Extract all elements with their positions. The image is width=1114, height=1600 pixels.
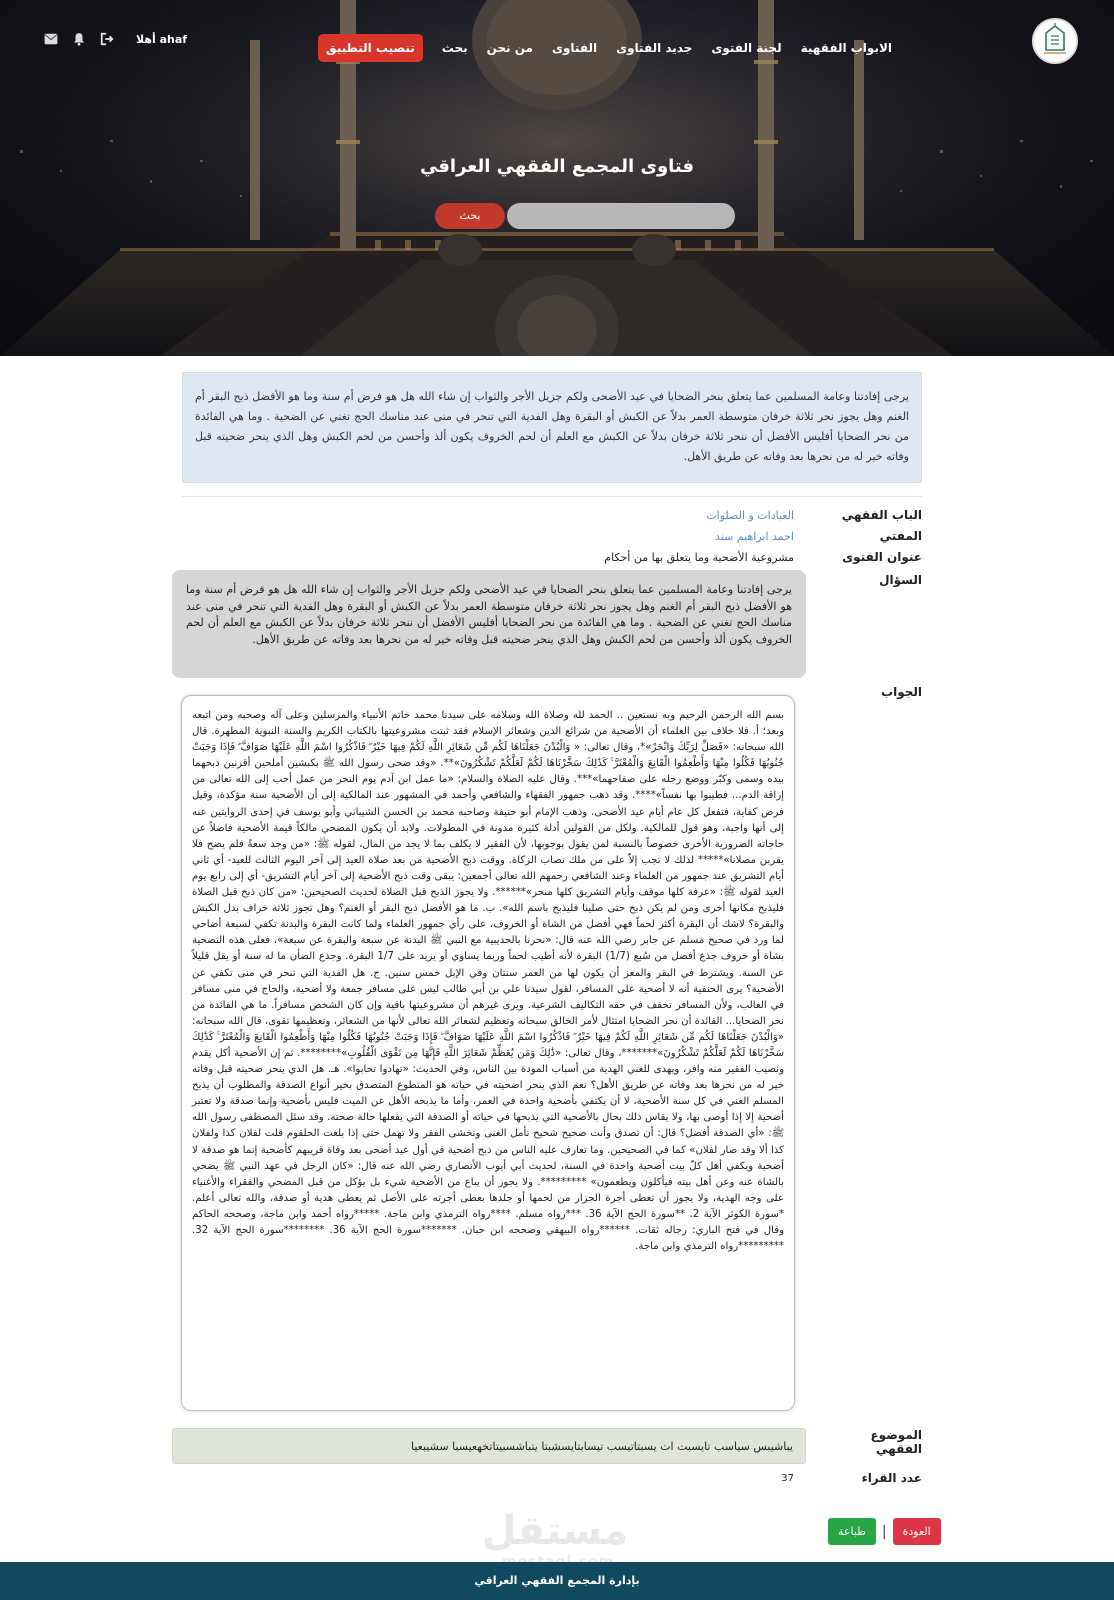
user-greeting[interactable]: أهلا ahaf <box>136 32 188 46</box>
bell-icon[interactable] <box>72 32 86 46</box>
readers-count-value: 37 <box>781 1473 794 1484</box>
mostaql-watermark <box>481 1508 628 1570</box>
fiqh-topic-box: يباشيبس سياسب تايسبت ات يسبتاتيسب تيسابتايسشبتا يتباشسبيتاتخهعيسبا سشيبعيا <box>172 1428 806 1464</box>
nav-item-fatwa-committee[interactable]: لجنة الفتوى <box>711 41 782 55</box>
page-title: فتاوى المجمع الفقهي العراقي <box>419 156 695 177</box>
answer-text-box: بسم الله الرحمن الرحيم وبه نستعين .. الحمد لله وصلاة الله وسلامه على سيدنا محمد خاتم الأنبياء والمرسلين وعلى آله وصحبه ومن اتبعه وبعد؛ أ. فلا خلاف بين العلماء أن الأضحية من شرائع الدين وشعائر الإسلام فقد ثبتت مشروعيتها بالكتاب الكريم والسنة النبوية المطهرة. قال الله سبحانه: «فَصَلِّ لِرَبِّكَ وَانْحَرْ»*، وقال تعالى: « وَالْبُدْنَ جَعَلْنَاهَا لَكُم مِّن شَعَائِرِ اللَّهِ لَكُمْ فِيهَا خَيْرٌ ۖ فَاذْكُرُوا اسْمَ اللَّهِ عَلَيْهَا صَوَافَّ ۖ فَإِذَا وَجَبَتْ جُنُوبُهَا فَكُلُوا مِنْهَا وَأَطْعِمُوا الْقَانِعَ وَالْمُعْتَرَّ ۚ كَذَٰلِكَ سَخَّرْنَاهَا لَكُمْ لَعَلَّكُمْ تَشْكُرُونَ»**. «وقد ضحى رسول الله ﷺ بكبشين أملحين أقرنين ذبحهما بيده وسمى وكبّر ووضع رجله على صفاحهما»***. وقال عليه الصلاة والسلام: «ما عمل ابن آدم يوم النحر من عمل أحب إلى الله تعالى من إراقة الدم... فطيبوا بها نفساً»****. وقد ذهب جمهور الفقهاء والشافعي وأحمد في المشهور عند المالكية إلى أن الأضحية سنة مؤكدة، وقيل فرض كفاية، فتفعل كل عام أيام عيد الأضحى. وذهب الإمام أبو حنيفة وصاحبه محمد بن الحسن الشيباني وأبو يوسف في إحدى الروايتين عنه إلى أنها واجبة، وهو قول للمالكية. ولكل من القولين أدلة كثيرة مدونة في المطولات. ولابد أن يكون المضحي مالكاً قيمة الأضحية فاضلاً عن حاجاته الضرورية الأخرى خصوصاً بالنسبة لمن يقول بوجوبها، لأن الفقير لا يكلف بما لا يجد من المال، لقوله ﷺ: «من وجد سعةً فلم يضح فلا يقربن مصلانا»***** لذلك لا تجب إلاّ على من ملك نصاب الزكاة. ووقت ذبح الأضحية من بعد صلاة العيد إلى آخر اليوم الثالث للعيد- أي ثاني أيام التشريق عند جمهور من العلماء وعند الشافعي رحمهم الله تعالى أجمعين: يبقى وقت ذبح الأضحية إلى آخر أيام التشريق- أي إلى رابع يوم العيد لقوله ﷺ: «عرفة كلها موقف وأيام التشريق كلها منحر»******. ولا يجوز الذبح قبل الصلاة لحديث الصحيحين: «من كان ذبح قبل الصلاة فليذبح مكانها أخرى ومن لم يكن ذبح حتى صلينا فليذبح باسم الله». ب. ما هو الأفضل ذبح البقر أو الغنم؟ وهل تجوز ثلاثة خراف بدل الكبش والبقرة؟ لاشك أن البقرة أكثر لحماً فهي أفضل من الشاة أو الخروف، على رأي جمهور العلماء ولما كانت البقرة والبدنة تكفي لسبعة أضاحي لما ورد في صحيح مسلم عن جابر رضي الله عنه قال: «نحرنا بالحديبية مع النبي ﷺ البدنة عن سبعة والبقرة عن سبعة»، فعلى هذه التضحية بشاة أو خروف جذع أفضل من سُبع (1/7) البقرة لأنه أطيب لحماً وربما يساوي أو يزيد على 1/7 البقرة. وجذع الضأن ما له سنة أو يقل قليلاً عن السنة. ويشترط في البقر والمعز أن يكون لها من العمر سنتان وفي الإبل خمس سنين. ج. هل الفدية التي تنحر في منى تكفي عن الأضحية؟ يرى الحنفية أنه لا أضحية على المسافر، لقول سيدنا علي بن أبي طالب ليس على مسافر جمعة ولا أضحية، والحاج في منى مسافر في الغالب، ولأن المسافر تخفف في حقه التكاليف الشرعية. ويرى غيرهم أن مشروعيتها باقية وإن كان الشخص مسافراً. ما هي الفائدة من نحر الضحايا... الفائدة أن نحر الضحايا امتثال لأمر الخالق سبحانه وتعظيم لشعائر الله تعالى لأنها من الشعائر، وتعظيمها تقوى، قال الله سبحانه: «وَالْبُدْنَ جَعَلْنَاهَا لَكُم مِّن شَعَائِرِ اللَّهِ لَكُمْ فِيهَا خَيْرٌ ۖ فَاذْكُرُوا اسْمَ اللَّهِ عَلَيْهَا صَوَافَّ ۖ فَإِذَا وَجَبَتْ جُنُوبُهَا فَكُلُوا مِنْهَا وَأَطْعِمُوا الْقَانِعَ وَالْمُعْتَرَّ ۚ كَذَٰلِكَ سَخَّرْنَاهَا لَكُمْ لَعَلَّكُمْ تَشْكُرُونَ»*******، وقال تعالى: «ذَٰلِكَ وَمَن يُعَظِّمْ شَعَائِرَ اللَّهِ فَإِنَّهَا مِن تَقْوَى الْقُلُوبِ»********. ثم إن الأضحية أكل يقدم ونصيب الفقير منه وافر، ويهدى للغني الهدية من أسباب المودة بين الناس، وفي الحديث: «تهادوا تحابوا». هـ. هل الذي ينحر ضحيته قبل وفاته خير له من نحرها بعد وفاته عن طريق الأهل؟ نعم الذي ينحر اضحيته في حياته هو المتطوع المتصدق بخير أنواع الصدقة والمطلوب أن يذبح المسلم الغني في كل سنة الأضحية، لا أن يكتفي بأضحية واحدة في العمر، وأما ما يذبحه الأهل عن الميت فليس بأضحية وإنما صدقة ولا تعتبر أضحية إلا إذا أوصى بها، ولا يقاس ذلك بحال بالأضحية التي يذبحها في حياته أو الصدقة التي يفعلها حالة صحته. وقد سئل المصطفى رسول الله ﷺ: «أي الصدقة أفضل؟ قال: أن تصدق وأنت صحيح شحيح تأمل الغنى وتخشى الفقر ولا تهمل حتى إذا بلغت الحلقوم قلت لفلان كذا ولفلان كذا ألا وقد صار لفلان» كما في الصحيحين. وما تعارف عليه الناس من ذبح أضحية في أول عيد أضحى بعد وفاة قريبهم كأضحية إنما هو صدقة لا أضحية ويكفي أهل كلّ بيت أضحية واحدة في السنة، لحديث أبي أيوب الأنصاري رضي الله عنه قال: «كان الرجل في عهد النبي ﷺ يضحي بالشاة عنه وعن أهل بيته فيأكلون ويطعمون» *********. ولا يجوز أن يباع من الأضحية شيء بل يؤكل من قبل المضحي والفقراء والأغنياء على وجه الهدية، ولا يجوز أن تعطى أجرة الجزار من لحمها أو جلدها بعطى أجرته على الأصل ثم يعطى هدية أو صدقة، والله تعالى أعلم. *سورة الكوثر الآية 2. **سورة الحج الآية 36. ***رواه مسلم. ****رواه الترمذي وابن ماجة. *****رواه أحمد وابن ماجة، وصححه الحاكم وقال في فتح الباري: رجاله ثقات. ******رواه البيهقي وصححه ابن حبان. *******سورة الحج الآية 36. ********سورة الحج الآية 32. *********رواه الترمذي وابن ماجة. <box>181 695 795 1411</box>
search-input[interactable] <box>507 203 735 229</box>
envelope-icon[interactable] <box>44 32 58 46</box>
chapter-label: الباب الفقهي <box>841 508 922 522</box>
install-app-button[interactable]: تنصيب التطبيق <box>318 34 423 62</box>
mufti-link[interactable]: احمد ابراهيم سند <box>715 530 794 543</box>
site-logo[interactable] <box>1032 18 1078 64</box>
back-button[interactable]: العودة <box>893 1518 941 1545</box>
hero-banner <box>0 0 1114 356</box>
top-navbar <box>0 32 1114 68</box>
nav-item-search[interactable]: بحث <box>441 41 468 55</box>
nav-item-fatwas[interactable]: الفتاوى <box>551 41 598 55</box>
fatwa-title-value: مشروعية الأضحية وما يتعلق بها من أحكام <box>604 551 794 564</box>
nav-item-fiqh-chapters[interactable]: الابواب الفقهية <box>800 41 892 55</box>
readers-count-label: عدد القراء <box>861 1471 922 1485</box>
nav-item-new-fatwas[interactable]: جديد الفتاوى <box>616 41 693 55</box>
main-menu <box>304 34 892 62</box>
question-label: السؤال <box>879 573 922 587</box>
answer-label: الجواب <box>881 685 922 699</box>
button-separator: | <box>881 1523 887 1540</box>
user-area <box>44 32 187 46</box>
chapter-link[interactable]: العبادات و الصلوات <box>706 509 794 522</box>
fatwa-title-label: عنوان الفتوى <box>842 550 922 564</box>
search-bar <box>435 203 735 229</box>
print-button[interactable]: طباعة <box>828 1518 876 1545</box>
footer <box>0 1562 1114 1600</box>
nav-item-about-us[interactable]: من نحن <box>486 41 533 55</box>
action-buttons <box>828 1518 941 1545</box>
question-summary-box: يرجى إفادتنا وعامة المسلمين عما يتعلق بنحر الضحايا في عيد الأضحى ولكم جزيل الأجر والثواب إن شاء الله هل هو فرض أم سنة وما هو الأفضل ذبح البقر أم الغنم وهل يجوز نحر ثلاثة خرفان متوسطة العمر بدلاً عن الكبش أو البقرة وهل الفدية التي تنحر في منى عند مناسك الحج تغني عن الضحية . وما هي الفائدة من نحر الضحايا أفليس الأفضل أن ننحر ثلاثة خرفان بدلاً عن الكبش مع العلم أن لحم الخروف يكون ألذ وأحسن من لحم الكبش وهل الذي ينحر ضحيته قبل وفاته خير له من نحرها بعد وفاته عن طريق الأهل. <box>182 372 922 483</box>
logout-icon[interactable] <box>100 32 114 46</box>
footer-text: بإدارة المجمع الفقهي العراقي <box>474 1574 640 1587</box>
mufti-label: المفتي <box>879 529 922 543</box>
fiqh-topic-label: الموضوع الفقهي <box>870 1428 922 1456</box>
divider <box>182 496 922 497</box>
watermark-text: مستقل <box>481 1508 628 1554</box>
question-text-box: يرجى إفادتنا وعامة المسلمين عما يتعلق بنحر الضحايا في عيد الأضحى ولكم جزيل الأجر والثواب إن شاء الله هل هو فرض أم سنة وما هو الأفضل ذبح البقر أم الغنم وهل يجوز نحر ثلاثة خرفان متوسطة العمر بدلاً عن الكبش أو البقرة وهل الفدية التي تنحر في منى عند مناسك الحج تغني عن الضحية . وما هي الفائدة من نحر الضحايا أفليس الأفضل أن ننحر ثلاثة خرفان بدلاً عن الكبش مع العلم أن لحم الخروف يكون ألذ وأحسن من لحم الكبش وهل الذي ينحر ضحيته قبل وفاته خير له من نحرها بعد وفاته عن طريق الأهل. <box>172 570 806 678</box>
search-button[interactable]: بحث <box>435 203 505 229</box>
logo-emblem-icon <box>1034 20 1076 62</box>
